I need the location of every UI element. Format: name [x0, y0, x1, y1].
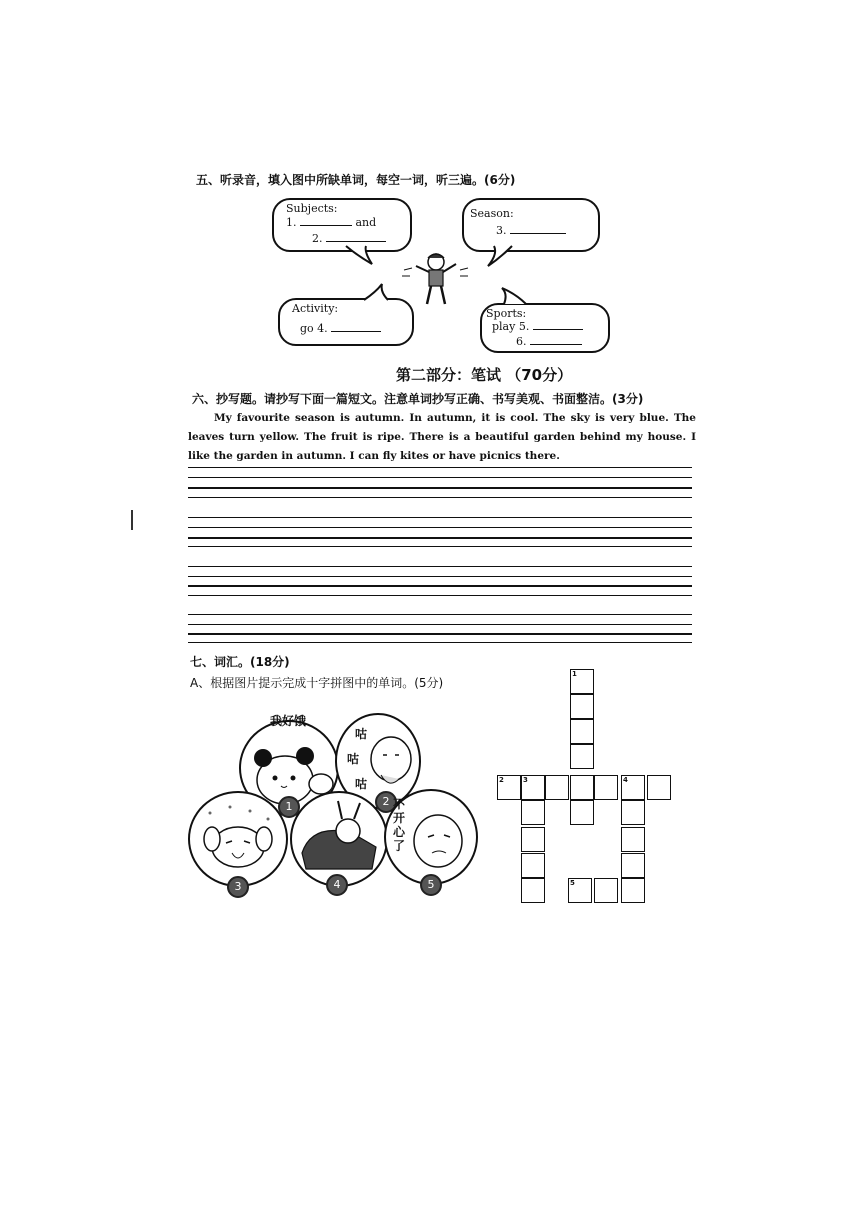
crossword-cell[interactable]: [570, 744, 594, 769]
sound-1: 咕: [355, 727, 368, 741]
picture-1-caption: 我好饿: [270, 714, 307, 728]
blank2-number: 2.: [312, 232, 323, 245]
picture-3-happy-dog: [188, 791, 288, 887]
blank4-label: go 4.: [300, 322, 328, 335]
blank5-label: play 5.: [492, 320, 530, 333]
sports-line5: [492, 320, 583, 333]
crossword-number-2: 2: [499, 776, 504, 784]
writing-line: [188, 595, 692, 596]
crossword-cell[interactable]: [521, 827, 545, 852]
crossword-cell[interactable]: [647, 775, 671, 800]
crossword-cell[interactable]: [545, 775, 569, 800]
writing-line: [188, 517, 692, 518]
crossword-cell[interactable]: [570, 775, 594, 800]
crossword-cell[interactable]: [521, 878, 545, 903]
and-word: and: [355, 216, 377, 229]
copy-passage: My favourite season is autumn. In autumn, it is cool. The sky is very blue. The leaves turn yellow. The fruit is ripe. There is a beautiful garden behind my house. I like the garden in autumn. I can fly kites or have picnics there.: [188, 412, 696, 462]
crossword-cell[interactable]: [570, 719, 594, 744]
writing-line: [188, 467, 692, 468]
writing-line: [188, 566, 692, 567]
picture-4-sleeping-rabbit: [290, 791, 388, 887]
picture-1-number: 1: [278, 796, 300, 818]
section7-heading: 七、词汇。(18分): [190, 655, 290, 669]
writing-line: [188, 614, 692, 615]
season-bubble-tail: [482, 244, 522, 270]
writing-line: [188, 546, 692, 547]
crossword-number-3: 3: [523, 776, 528, 784]
subjects-bubble-tail: [340, 244, 380, 268]
picture-5-caption: 不开心了: [393, 797, 406, 853]
crossword-cell[interactable]: [570, 800, 594, 825]
writing-line: [188, 585, 692, 587]
season-line3: [496, 224, 566, 237]
rabbit-icon: [292, 793, 386, 885]
section7-partA-heading: A、根据图片提示完成十字拼图中的单词。(5分): [190, 676, 444, 690]
writing-line: [188, 527, 692, 528]
scan-mark: [131, 510, 133, 530]
crossword-number-4: 4: [623, 776, 628, 784]
blank6-number: 6.: [516, 335, 527, 348]
blank-5[interactable]: [533, 329, 583, 330]
crossword-number-1: 1: [572, 670, 577, 678]
crossword-cell[interactable]: [621, 878, 645, 903]
picture-3-number: 3: [227, 876, 249, 898]
part2-title: 第二部分：笔试 （70分）: [396, 366, 573, 384]
writing-line: [188, 642, 692, 643]
writing-line: [188, 576, 692, 577]
picture-2-sounds: [347, 722, 369, 797]
sports-title: Sports:: [486, 307, 527, 320]
boy-illustration: [400, 250, 470, 308]
writing-line: [188, 633, 692, 635]
crossword-number-5: 5: [570, 879, 575, 887]
section6-heading: 六、抄写题。请抄写下面一篇短文。注意单词抄写正确、书写美观、书面整洁。(3分): [192, 392, 644, 406]
crossword-cell[interactable]: [521, 853, 545, 878]
sports-line6: [516, 335, 582, 348]
subjects-line1: [286, 216, 376, 229]
sports-bubble: [480, 303, 610, 353]
crossword-cell[interactable]: [621, 853, 645, 878]
writing-line: [188, 497, 692, 498]
crossword-cell[interactable]: [570, 694, 594, 719]
crossword-cell[interactable]: [594, 775, 618, 800]
blank-6[interactable]: [530, 344, 582, 345]
writing-line: [188, 537, 692, 539]
blank-3[interactable]: [510, 233, 566, 234]
crossword-cell[interactable]: [621, 800, 645, 825]
picture-5-number: 5: [420, 874, 442, 896]
season-title: Season:: [470, 207, 514, 220]
blank3-number: 3.: [496, 224, 507, 237]
dog-icon: [190, 793, 286, 885]
picture-4-number: 4: [326, 874, 348, 896]
crossword-cell[interactable]: [521, 800, 545, 825]
crossword-cell[interactable]: [594, 878, 618, 903]
writing-line: [188, 487, 692, 489]
section5-heading: 五、听录音，填入图中所缺单词，每空一词，听三遍。(6分): [196, 173, 516, 187]
sound-3: 咕: [355, 777, 368, 791]
sound-2: 咕: [347, 752, 360, 766]
blank-2[interactable]: [326, 241, 386, 242]
subjects-title: Subjects:: [286, 202, 338, 215]
activity-line4: [300, 322, 381, 335]
picture-2-number: 2: [375, 791, 397, 813]
blank1-number: 1.: [286, 216, 297, 229]
blank-4[interactable]: [331, 331, 381, 332]
crossword-cell[interactable]: [621, 827, 645, 852]
activity-title: Activity:: [292, 302, 339, 315]
writing-line: [188, 477, 692, 478]
blank-1[interactable]: [300, 225, 352, 226]
activity-bubble-tail: [360, 282, 394, 302]
activity-bubble: [278, 298, 414, 346]
writing-line: [188, 624, 692, 625]
sports-bubble-tail: [498, 286, 532, 306]
